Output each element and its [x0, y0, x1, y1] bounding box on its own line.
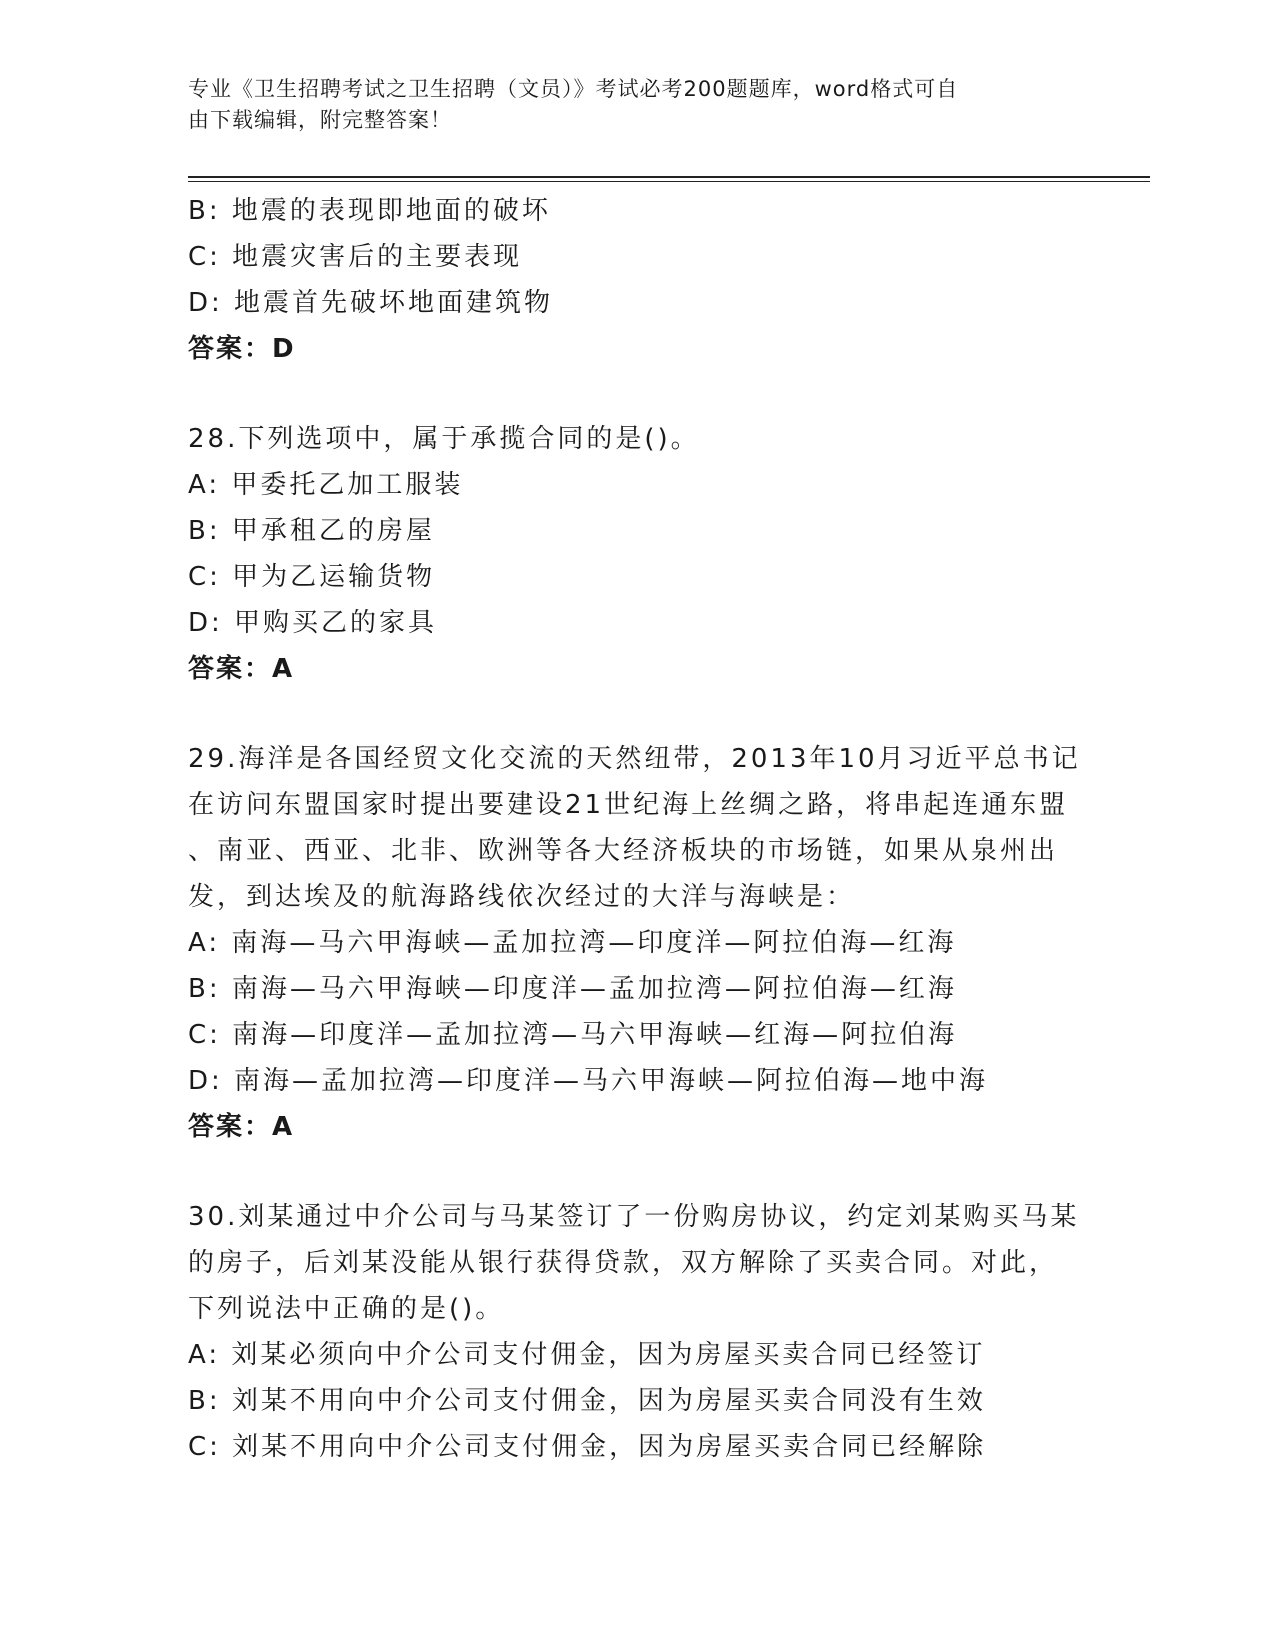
- option-d: D: 甲购买乙的家具: [188, 608, 438, 638]
- question-stem-line-2: 的房子，后刘某没能从银行获得贷款，双方解除了买卖合同。对此，: [188, 1248, 1059, 1278]
- spacer: [188, 692, 1088, 736]
- option-c: C: 南海—印度洋—孟加拉湾—马六甲海峡—红海—阿拉伯海: [188, 1020, 958, 1050]
- page-header: [188, 74, 1088, 136]
- option-b: B: 甲承租乙的房屋: [188, 516, 435, 546]
- question-28: [188, 416, 1088, 692]
- answer-line: 答案：A: [188, 654, 295, 684]
- option-b: B: 地震的表现即地面的破坏: [188, 196, 551, 226]
- option-a: A: 刘某必须向中介公司支付佣金，因为房屋买卖合同已经签订: [188, 1340, 986, 1370]
- option-d: D: 地震首先破坏地面建筑物: [188, 288, 554, 318]
- option-c: C: 甲为乙运输货物: [188, 562, 436, 592]
- question-stem-line-3: 下列说法中正确的是()。: [188, 1294, 505, 1324]
- option-a: A: 南海—马六甲海峡—孟加拉湾—印度洋—阿拉伯海—红海: [188, 928, 957, 958]
- spacer: [188, 372, 1088, 416]
- header-divider-thin: [188, 181, 1150, 182]
- question-stem-line-1: 30.刘某通过中介公司与马某签订了一份购房协议，约定刘某购买马某: [188, 1202, 1080, 1232]
- option-b: B: 刘某不用向中介公司支付佣金，因为房屋买卖合同没有生效: [188, 1386, 986, 1416]
- question-29: [188, 736, 1088, 1150]
- option-c: C: 刘某不用向中介公司支付佣金，因为房屋买卖合同已经解除: [188, 1432, 987, 1462]
- question-30: [188, 1194, 1088, 1470]
- question-stem: 28.下列选项中，属于承揽合同的是()。: [188, 424, 700, 454]
- question-stem-line-4: 发，到达埃及的航海路线依次经过的大洋与海峡是：: [188, 882, 856, 912]
- header-line-1: 专业《卫生招聘考试之卫生招聘（文员）》考试必考200题题库，word格式可自: [188, 77, 959, 101]
- spacer: [188, 1150, 1088, 1194]
- option-b: B: 南海—马六甲海峡—印度洋—孟加拉湾—阿拉伯海—红海: [188, 974, 957, 1004]
- header-divider-thick: [188, 176, 1150, 178]
- option-a: A: 甲委托乙加工服装: [188, 470, 464, 500]
- question-stem-line-1: 29.海洋是各国经贸文化交流的天然纽带，2013年10月习近平总书记: [188, 744, 1081, 774]
- question-content: [188, 188, 1088, 1470]
- option-d: D: 南海—孟加拉湾—印度洋—马六甲海峡—阿拉伯海—地中海: [188, 1066, 989, 1096]
- header-line-2: 由下载编辑，附完整答案！: [188, 108, 452, 132]
- question-27: [188, 188, 1088, 372]
- answer-line: 答案：A: [188, 1112, 295, 1142]
- question-stem-line-2: 在访问东盟国家时提出要建设21世纪海上丝绸之路，将串起连通东盟: [188, 790, 1069, 820]
- answer-line: 答案：D: [188, 334, 296, 364]
- question-stem-line-3: 、南亚、西亚、北非、欧洲等各大经济板块的市场链，如果从泉州出: [188, 836, 1059, 866]
- option-c: C: 地震灾害后的主要表现: [188, 242, 523, 272]
